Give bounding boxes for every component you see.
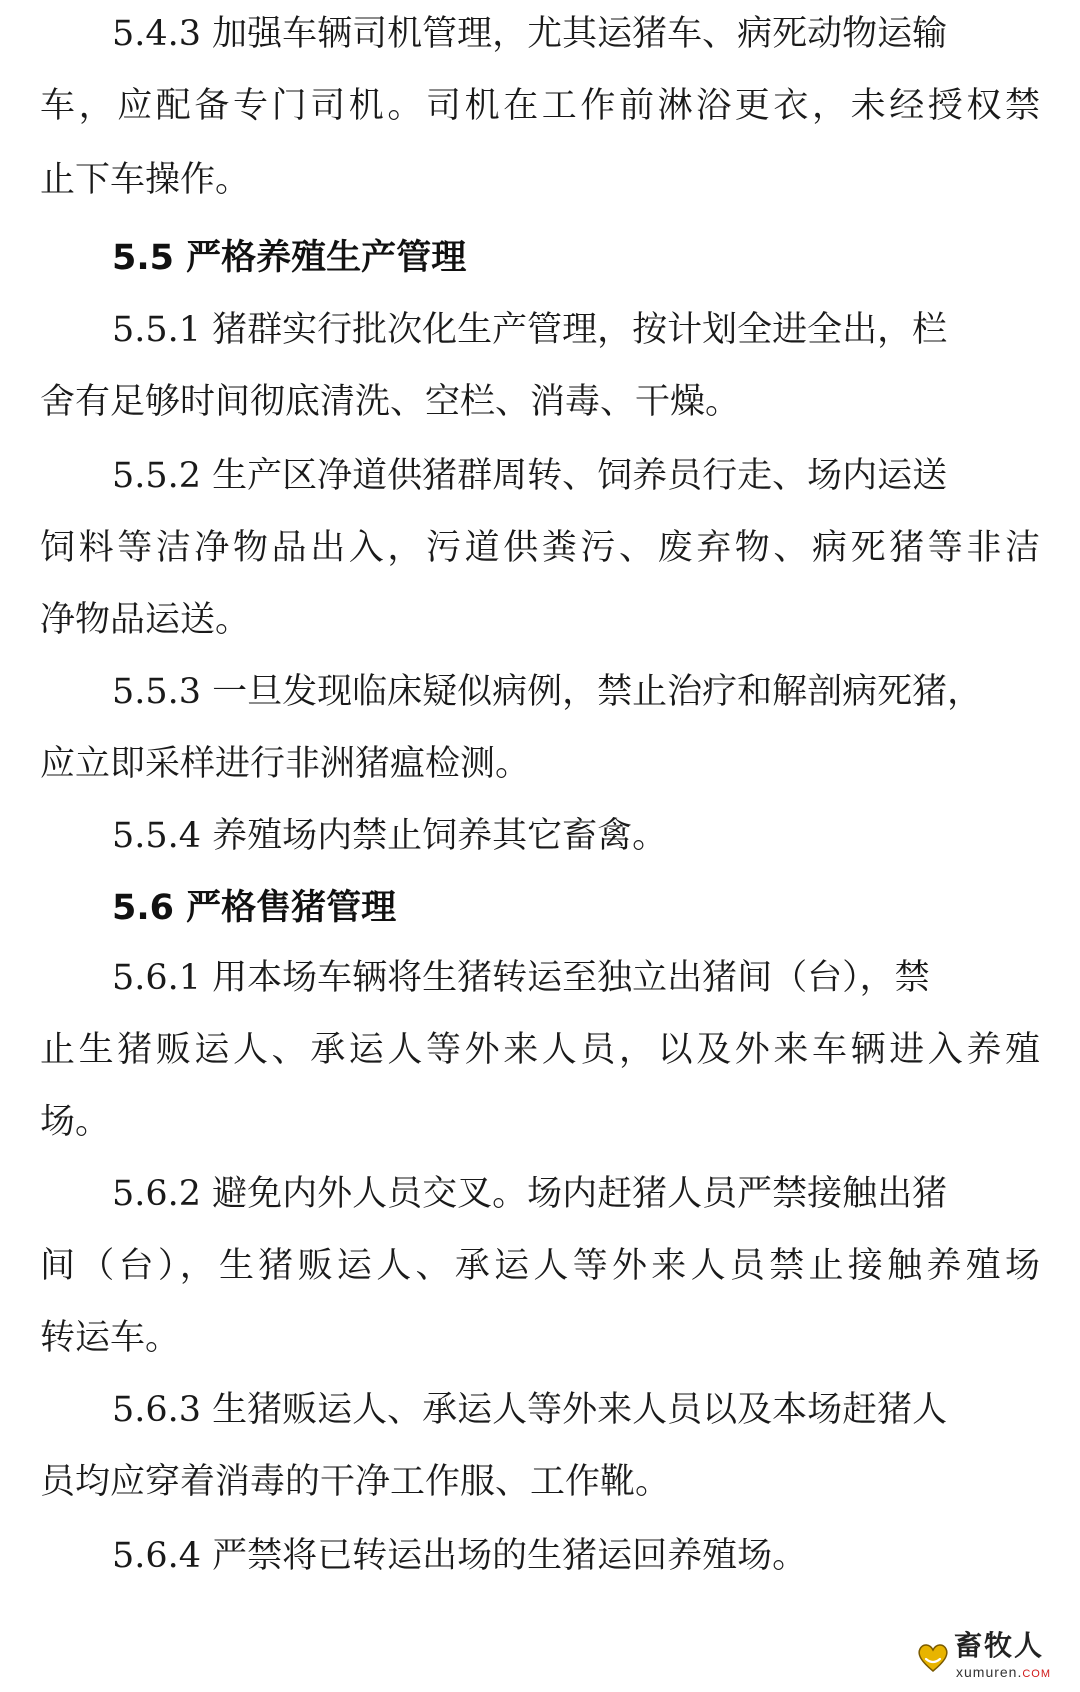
text-line: 5.5.3 一旦发现临床疑似病例，禁止治疗和解剖病死猪， (112, 672, 983, 712)
watermark-name: 畜牧人 (954, 1629, 1045, 1662)
watermark-url-main: xumuren. (956, 1664, 1023, 1680)
text-line: 舍有足够时间彻底清洗、空栏、消毒、干燥。 (40, 382, 741, 422)
text-line: 间（台），生猪贩运人、承运人等外来人员禁止接触养殖场 (40, 1246, 1040, 1286)
text-line: 5.6.4 严禁将已转运出场的生猪运回养殖场。 (112, 1536, 808, 1576)
text-line: 车，应配备专门司机。司机在工作前淋浴更衣，未经授权禁 (40, 86, 1040, 126)
text-line: 5.6.3 生猪贩运人、承运人等外来人员以及本场赶猪人 (112, 1390, 948, 1430)
watermark-url-suffix: COM (1022, 1668, 1052, 1680)
text-line: 5.4.3 加强车辆司机管理，尤其运猪车、病死动物运输 (112, 14, 948, 54)
text-line: 员均应穿着消毒的干净工作服、工作靴。 (40, 1462, 671, 1502)
text-line: 转运车。 (40, 1318, 181, 1358)
text-line: 止下车操作。 (40, 160, 251, 200)
text-line: 5.6.1 用本场车辆将生猪转运至独立出猪间（台），禁 (112, 958, 930, 998)
text-line: 5.5.4 养殖场内禁止饲养其它畜禽。 (112, 816, 668, 856)
text-line: 应立即采样进行非洲猪瘟检测。 (40, 744, 531, 784)
watermark-url (956, 1664, 1051, 1682)
text-line: 5.5.1 猪群实行批次化生产管理，按计划全进全出，栏 (112, 310, 948, 350)
watermark (916, 1628, 1066, 1684)
section-heading: 5.5 严格养殖生产管理 (112, 238, 467, 278)
text-line: 场。 (40, 1102, 111, 1142)
text-line: 饲料等洁净物品出入，污道供粪污、废弃物、病死猪等非洁 (40, 528, 1040, 568)
text-line: 5.6.2 避免内外人员交叉。场内赶猪人员严禁接触出猪 (112, 1174, 948, 1214)
text-line: 5.5.2 生产区净道供猪群周转、饲养员行走、场内运送 (112, 456, 948, 496)
text-line: 净物品运送。 (40, 600, 251, 640)
text-line: 止生猪贩运人、承运人等外来人员，以及外来车辆进入养殖 (40, 1030, 1040, 1070)
section-heading: 5.6 严格售猪管理 (112, 888, 397, 928)
heart-logo-icon (916, 1640, 950, 1674)
